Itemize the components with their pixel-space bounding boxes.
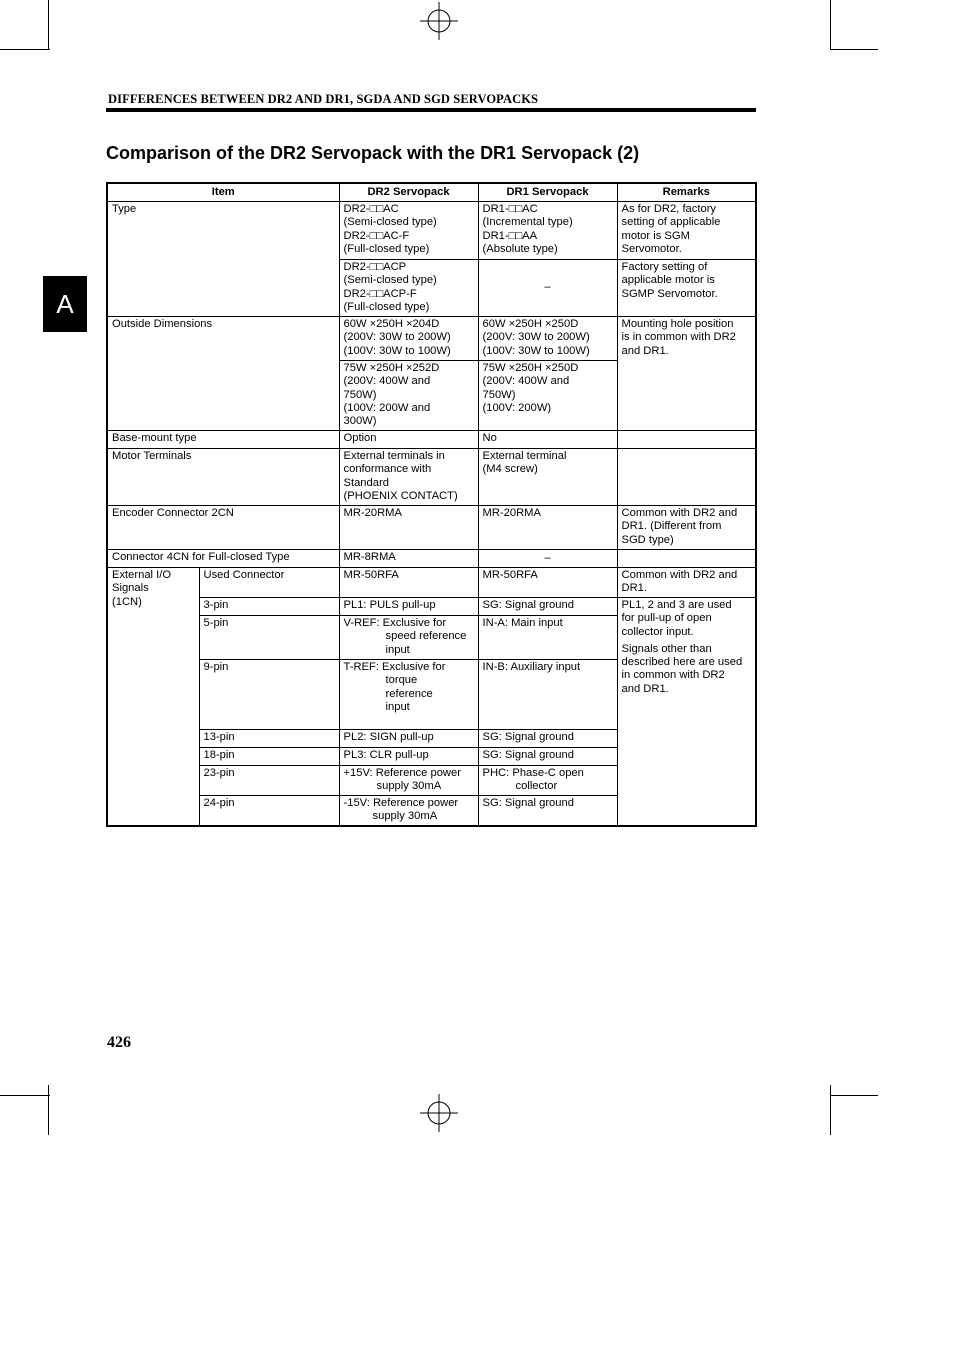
crop-mark [830,1085,831,1135]
table-row [107,506,756,550]
table-row [107,568,756,598]
pin-label: 13-pin [199,730,339,748]
pin3-dr2: PL1: PULS pull-up [339,598,478,616]
table-row [107,598,756,616]
base-dr2: Option [339,431,478,449]
header-dr2: DR2 Servopack [339,183,478,202]
crop-mark [830,49,878,50]
crop-mark [0,1095,50,1096]
pin13-dr1: SG: Signal ground [478,730,617,748]
header-item: Item [107,183,339,202]
io-pins-remarks: PL1, 2 and 3 are used for pull-up of open collector input. Signals other than described here are used in common with DR2 and DR1. [617,598,756,826]
pin23-dr2: +15V: Reference power supply 30mA [339,766,478,796]
registration-mark-bottom [420,1094,460,1134]
pin13-dr2: PL2: SIGN pull-up [339,730,478,748]
pin5-dr2: V-REF: Exclusive for speed reference input [339,616,478,660]
table-row [107,550,756,568]
crop-mark [0,49,50,50]
motor-dr1-cell: External terminal (M4 screw) [478,449,617,506]
motor-dr2-cell: External terminals in conformance with Standard (PHOENIX CONTACT) [339,449,478,506]
encoder-dr1: MR-20RMA [478,506,617,550]
pin-label: 3-pin [199,598,339,616]
crop-mark [830,0,831,50]
encoder-remarks-cell: Common with DR2 and DR1. (Different from SGD type) [617,506,756,550]
dims-remarks-cell: Mounting hole position is in common with DR2 and DR1. [617,317,756,431]
conn4-remarks [617,550,756,568]
dims-dr2-cell: 60W ×250H ×204D (200V: 30W to 200W) (100V: 30W to 100W) [339,317,478,361]
registration-mark-top [420,2,460,42]
base-dr1: No [478,431,617,449]
row-label-encoder: Encoder Connector 2CN [107,506,339,550]
header-rule [106,108,756,112]
io-used-connector-label: Used Connector [199,568,339,598]
type-remarks-cell: Factory setting of applicable motor is SGMP Servomotor. [617,260,756,317]
table-header-row [107,183,756,202]
pin3-dr1: SG: Signal ground [478,598,617,616]
type-remarks-cell: As for DR2, factory setting of applicable motor is SGM Servomotor. [617,202,756,260]
conn4-dr2: MR-8RMA [339,550,478,568]
row-label-external-io: External I/O Signals (1CN) [107,568,199,826]
motor-remarks [617,449,756,506]
table-row [107,449,756,506]
crop-mark [48,0,49,50]
comparison-table [106,182,757,827]
row-label-dimensions: Outside Dimensions [107,317,339,431]
pin24-dr2: -15V: Reference power supply 30mA [339,796,478,826]
table-row [107,431,756,449]
pin18-dr2: PL3: CLR pull-up [339,748,478,766]
base-remarks [617,431,756,449]
encoder-dr2: MR-20RMA [339,506,478,550]
header-remarks: Remarks [617,183,756,202]
conn4-dr1-dash: – [478,550,617,568]
type-dr2-cell: DR2-□□AC (Semi-closed type) DR2-□□AC-F (Full-closed type) [339,202,478,260]
dims-dr2-cell: 75W ×250H ×252D (200V: 400W and 750W) (100V: 200W and 300W) [339,361,478,431]
pin-label: 18-pin [199,748,339,766]
pin-label: 5-pin [199,616,339,660]
pin-label: 24-pin [199,796,339,826]
io-used-dr2: MR-50RFA [339,568,478,598]
section-header: DIFFERENCES BETWEEN DR2 AND DR1, SGDA AND SGD SERVOPACKS [108,92,539,106]
pin23-dr1: PHC: Phase-C open collector [478,766,617,796]
type-dr2-cell: DR2-□□ACP (Semi-closed type) DR2-□□ACP-F (Full-closed type) [339,260,478,317]
pin5-dr1: IN-A: Main input [478,616,617,660]
table-row [107,317,756,361]
page-number: 426 [107,1034,131,1051]
type-dr1-cell: DR1-□□AC (Incremental type) DR1-□□AA (Absolute type) [478,202,617,260]
row-label-motor-terminals: Motor Terminals [107,449,339,506]
pin9-dr1: IN-B: Auxiliary input [478,660,617,730]
pin-label: 9-pin [199,660,339,730]
page-title: Comparison of the DR2 Servopack with the DR1 Servopack (2) [106,143,640,163]
appendix-tab: A [43,276,87,332]
io-used-dr1: MR-50RFA [478,568,617,598]
dims-dr1-cell: 75W ×250H ×250D (200V: 400W and 750W) (100V: 200W) [478,361,617,431]
row-label-connector-4cn: Connector 4CN for Full-closed Type [107,550,339,568]
crop-mark [830,1095,878,1096]
pin9-dr2: T-REF: Exclusive for torque reference input [339,660,478,730]
table-row [107,202,756,260]
pin18-dr1: SG: Signal ground [478,748,617,766]
dims-dr1-cell: 60W ×250H ×250D (200V: 30W to 200W) (100V: 30W to 100W) [478,317,617,361]
pin-label: 23-pin [199,766,339,796]
io-used-remarks: Common with DR2 and DR1. [617,568,756,598]
pin24-dr1: SG: Signal ground [478,796,617,826]
row-label-type: Type [107,202,339,317]
row-label-base-mount: Base-mount type [107,431,339,449]
crop-mark [48,1085,49,1135]
type-dr1-dash: – [478,260,617,317]
header-dr1: DR1 Servopack [478,183,617,202]
